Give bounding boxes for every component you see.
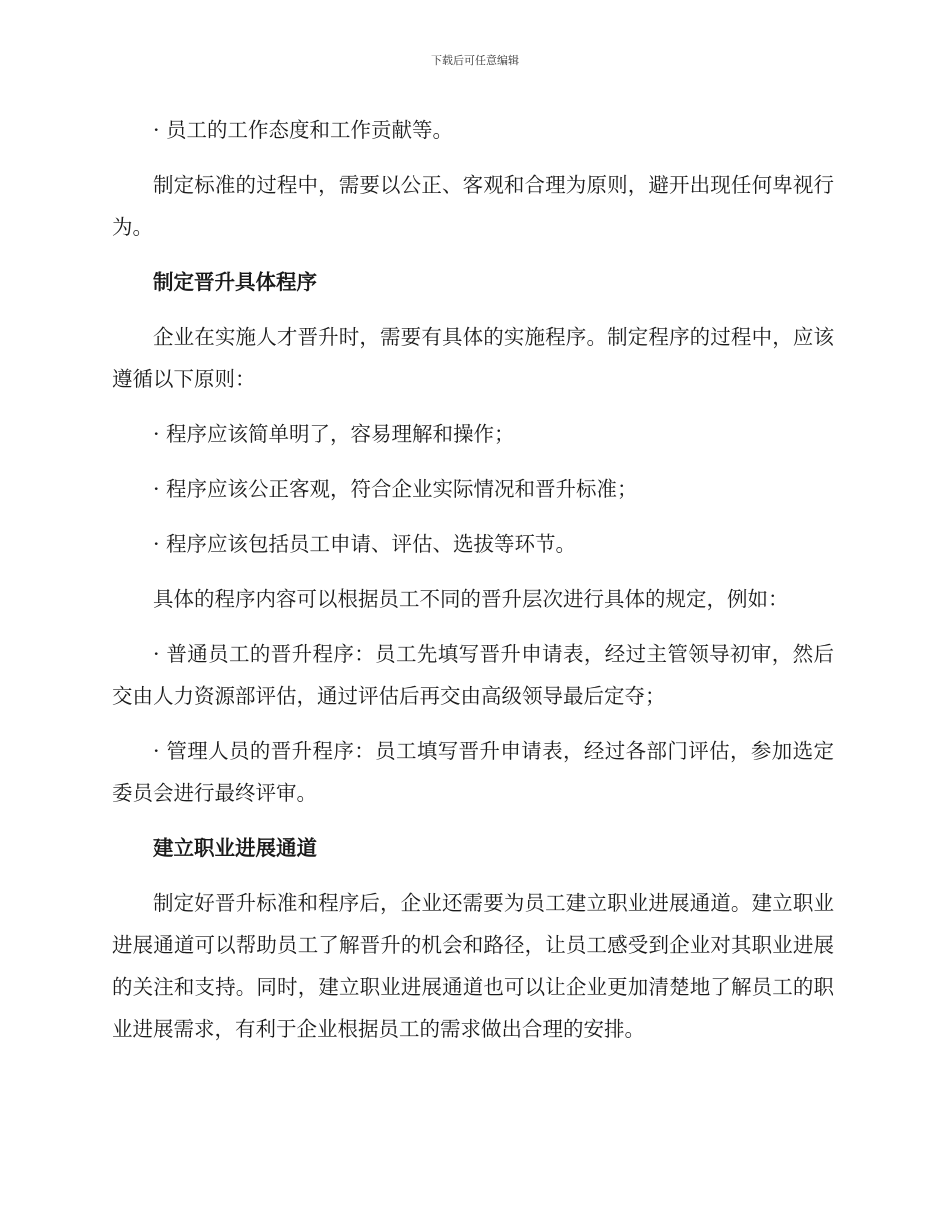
bullet-item: · 普通员工的晋升程序：员工先填写晋升申请表，经过主管领导初审，然后交由人力资源部评估，通过评估后再交由高级领导最后定夺； bbox=[112, 642, 834, 708]
section-heading: 制定晋升具体程序 bbox=[153, 270, 317, 294]
bullet-item: · 员工的工作态度和工作贡献等。 bbox=[153, 118, 454, 142]
section-heading: 建立职业进展通道 bbox=[153, 836, 317, 860]
paragraph: 具体的程序内容可以根据员工不同的晋升层次进行具体的规定，例如： bbox=[153, 587, 789, 611]
document-body bbox=[112, 109, 834, 1063]
page-header: 下载后可任意编辑 bbox=[431, 54, 519, 67]
bullet-item: · 程序应该简单明了，容易理解和操作； bbox=[153, 422, 515, 446]
paragraph: 企业在实施人才晋升时，需要有具体的实施程序。制定程序的过程中，应该遵循以下原则： bbox=[112, 325, 834, 391]
paragraph: 制定标准的过程中，需要以公正、客观和合理为原则，避开出现任何卑视行为。 bbox=[112, 173, 834, 239]
bullet-item: · 管理人员的晋升程序：员工填写晋升申请表，经过各部门评估，参加选定委员会进行最终评审。 bbox=[112, 739, 834, 805]
paragraph: 制定好晋升标准和程序后，企业还需要为员工建立职业进展通道。建立职业进展通道可以帮助员工了解晋升的机会和路径，让员工感受到企业对其职业进展的关注和支持。同时，建立职业进展通道也可以让企业更加清楚地了解员工的职业进展需求，有利于企业根据员工的需求做出合理的安排。 bbox=[112, 891, 834, 1041]
bullet-item: · 程序应该包括员工申请、评估、选拔等环节。 bbox=[153, 532, 577, 556]
bullet-item: · 程序应该公正客观，符合企业实际情况和晋升标准； bbox=[153, 477, 638, 501]
